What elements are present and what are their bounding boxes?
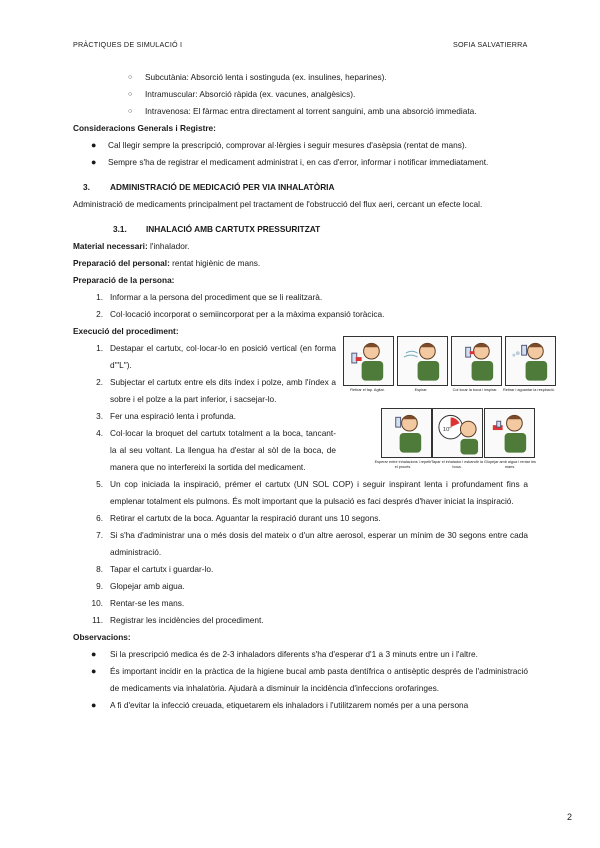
figure-caption: Glopejar amb aigua i rentar les mans. bbox=[484, 460, 536, 469]
bullet-icon: ● bbox=[91, 140, 97, 150]
list-item: 6. Retirar el cartutx de la boca. Aguantar la respiració durant uns 10 segons. bbox=[96, 513, 381, 523]
list-item: 1. Destapar el cartutx, col·locar-lo en posició vertical (en forma d'"L"). bbox=[96, 343, 336, 370]
inhaler-steps-figure bbox=[343, 336, 553, 484]
material-line: Material necessari: l'inhalador. bbox=[73, 241, 190, 251]
staff-line: Preparació del personal: rentat higiènic de mans. bbox=[73, 258, 261, 268]
list-item: ● A fi d'evitar la infecció creuada, etiquetarem els inhaladors i l'utilitzarem només per a una persona bbox=[73, 697, 528, 714]
list-item: 5. Un cop iniciada la inspiració, prémer el cartutx (UN SOL COP) i seguir inspirant lenta i profundament fins a emplenar totalment els pulmons. És molt important que la pulsació es faci després d'haver iniciat la inspiració. bbox=[96, 479, 528, 506]
list-item: 3. Fer una espiració lenta i profunda. bbox=[96, 411, 236, 421]
circle-bullet-icon: ○ bbox=[128, 108, 133, 115]
step-illustration bbox=[381, 408, 432, 458]
figure-caption: Retirar i aguantar la respiració. bbox=[503, 388, 555, 392]
step-illustration bbox=[397, 336, 448, 386]
subsection-heading: 3.1. INHALACIÓ AMB CARTUTX PRESSURITZAT bbox=[113, 224, 321, 234]
general-title: Consideracions Generals i Registre: bbox=[73, 123, 216, 133]
step-illustration bbox=[505, 336, 556, 386]
step-illustration bbox=[451, 336, 502, 386]
list-item: ● Sempre s'ha de registrar el medicament administrat i, en cas d'error, informar i notificar immediatament. bbox=[73, 154, 528, 171]
section-heading: 3. ADMINISTRACIÓ DE MEDICACIÓ PER VIA INHALATÒRIA bbox=[83, 182, 335, 192]
list-item: 8. Tapar el cartutx i guardar-lo. bbox=[96, 564, 214, 574]
list-item: 10. Rentar-se les mans. bbox=[91, 598, 185, 608]
header-left: PRÀCTIQUES DE SIMULACIÓ I bbox=[73, 40, 183, 49]
step-illustration bbox=[343, 336, 394, 386]
list-item: ● És important incidir en la pràctica de la higiene bucal amb pasta dentífrica o antisèptic després de l'administració de medicaments via inhalatòria. Ajudarà a disminuir la incidència d'infeccions orofaringes. bbox=[73, 663, 528, 697]
list-item: ○ Intramuscular: Absorció ràpida (ex. vacunes, analgèsics). bbox=[73, 86, 528, 103]
page-number: 2 bbox=[567, 812, 573, 822]
header-right: SOFIA SALVATIERRA bbox=[453, 40, 528, 49]
circle-bullet-icon: ○ bbox=[128, 74, 133, 81]
figure-caption: Col·locar la boca i inspirar. bbox=[452, 388, 498, 392]
figure-caption: Espirar. bbox=[414, 388, 428, 392]
list-item: 9. Glopejar amb aigua. bbox=[96, 581, 185, 591]
figure-caption: Tapar el inhalador i esbandir la boca. bbox=[431, 460, 483, 469]
observations-title: Observacions: bbox=[73, 632, 131, 642]
list-item: ● Cal llegir sempre la prescripció, comprovar al·lèrgies i seguir mesures d'asèpsia (rentat de mans). bbox=[73, 137, 528, 154]
list-item: 2. Subjectar el cartutx entre els dits índex i polze, amb l'índex a sobre i el polze a la part inferior, i sacsejar-lo. bbox=[96, 377, 336, 404]
step-illustration bbox=[484, 408, 535, 458]
section-intro: Administració de medicaments principalment pel tractament de l'obstrucció del flux aeri, cercant un efecte local. bbox=[73, 199, 483, 209]
list-item: ● Si la prescripció medica és de 2-3 inhaladors diferents s'ha d'esperar d'1 a 3 minuts entre un i l'altre. bbox=[73, 646, 528, 663]
list-item: 4. Col·locar la broquet del cartutx totalment a la boca, tancant-la al seu voltant. La llengua ha d'estar al sòl de la boca, de manera que no interfereixi la sortida del medicament. bbox=[96, 428, 336, 472]
step-illustration bbox=[432, 408, 483, 458]
bullet-icon: ● bbox=[91, 649, 97, 659]
bullet-icon: ● bbox=[91, 700, 97, 710]
timer-label: 10" bbox=[442, 427, 452, 434]
figure-caption: Retirar el tap. Agitar. bbox=[350, 388, 385, 392]
list-item: ○ Subcutània: Absorció lenta i sostinguda (ex. insulines, heparines). bbox=[73, 69, 528, 86]
list-item: 1. Informar a la persona del procediment que se li realitzarà. bbox=[96, 292, 323, 302]
bullet-icon: ● bbox=[91, 157, 97, 167]
figure-caption: Esperar entre inhalacions i repetir el procés. bbox=[374, 460, 432, 469]
list-item: 7. Si s'ha d'administrar una o més dosis del mateix o d'un altre aerosol, esperar un mínim de 30 segons entre cada administració. bbox=[96, 530, 528, 557]
circle-bullet-icon: ○ bbox=[128, 91, 133, 98]
bullet-icon: ● bbox=[91, 666, 97, 676]
list-item: 11. Registrar les incidències del procediment. bbox=[92, 615, 264, 625]
list-item: 2. Col·locació incorporat o semiincorporat per a la màxima expansió toràcica. bbox=[96, 309, 385, 319]
procedure-title: Execució del procediment: bbox=[73, 326, 179, 336]
patient-title: Preparació de la persona: bbox=[73, 275, 175, 285]
list-item: ○ Intravenosa: El fàrmac entra directament al torrent sanguini, amb una absorció immediata. bbox=[73, 103, 528, 120]
